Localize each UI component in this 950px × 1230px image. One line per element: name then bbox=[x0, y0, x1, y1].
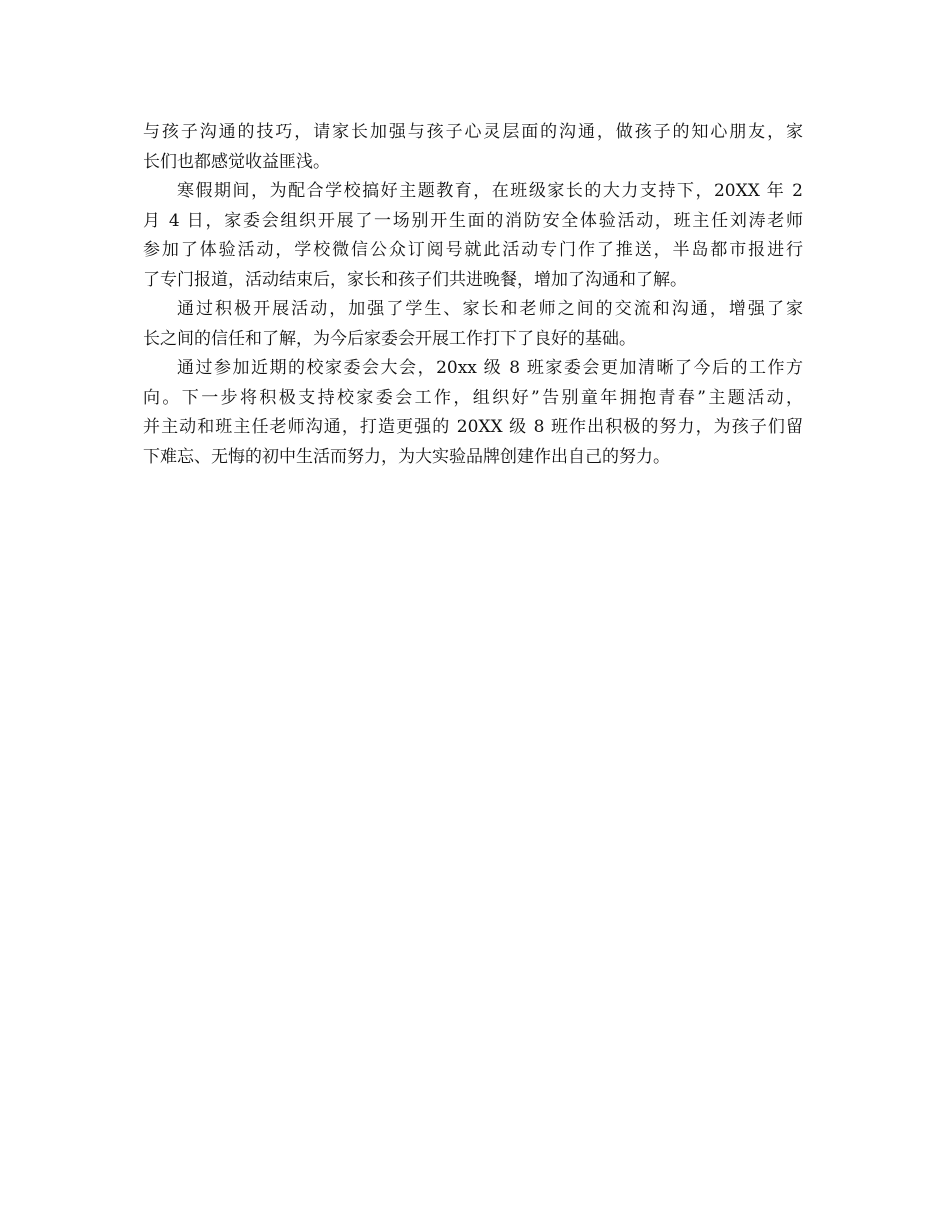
text-line: 向。下一步将积极支持校家委会工作，组织好”告别童年拥抱青春”主题活动， bbox=[143, 387, 803, 408]
document-body bbox=[143, 118, 803, 472]
text-line: 与孩子沟通的技巧，请家长加强与孩子心灵层面的沟通，做孩子的知心朋友，家 bbox=[143, 122, 803, 142]
text-line: 下难忘、无悔的初中生活而努力，为大实验品牌创建作出自己的努力。 bbox=[143, 446, 670, 467]
paragraph-continued bbox=[143, 118, 803, 177]
text-line: 长们也都感觉收益匪浅。 bbox=[143, 151, 330, 172]
text-line: 并主动和班主任老师沟通，打造更强的 20XX 级 8 班作出积极的努力，为孩子们留 bbox=[143, 417, 803, 437]
text-line: 月 4 日，家委会组织开展了一场别开生面的消防安全体验活动，班主任刘涛老师 bbox=[143, 210, 803, 231]
paragraph-communication bbox=[143, 295, 803, 354]
text-line: 通过积极开展活动，加强了学生、家长和老师之间的交流和沟通，增强了家 bbox=[177, 299, 803, 319]
text-line: 通过参加近期的校家委会大会，20xx 级 8 班家委会更加清晰了今后的工作方 bbox=[177, 358, 803, 378]
paragraph-winter-activity bbox=[143, 177, 803, 295]
paragraph-next-steps bbox=[143, 354, 803, 472]
text-line: 参加了体验活动，学校微信公众订阅号就此活动专门作了推送，半岛都市报进行 bbox=[143, 240, 803, 260]
text-line: 了专门报道，活动结束后，家长和孩子们共进晚餐，增加了沟通和了解。 bbox=[143, 269, 687, 290]
text-line: 寒假期间，为配合学校搞好主题教育，在班级家长的大力支持下，20XX 年 2 bbox=[177, 181, 803, 201]
text-line: 长之间的信任和了解，为今后家委会开展工作打下了良好的基础。 bbox=[143, 328, 636, 349]
